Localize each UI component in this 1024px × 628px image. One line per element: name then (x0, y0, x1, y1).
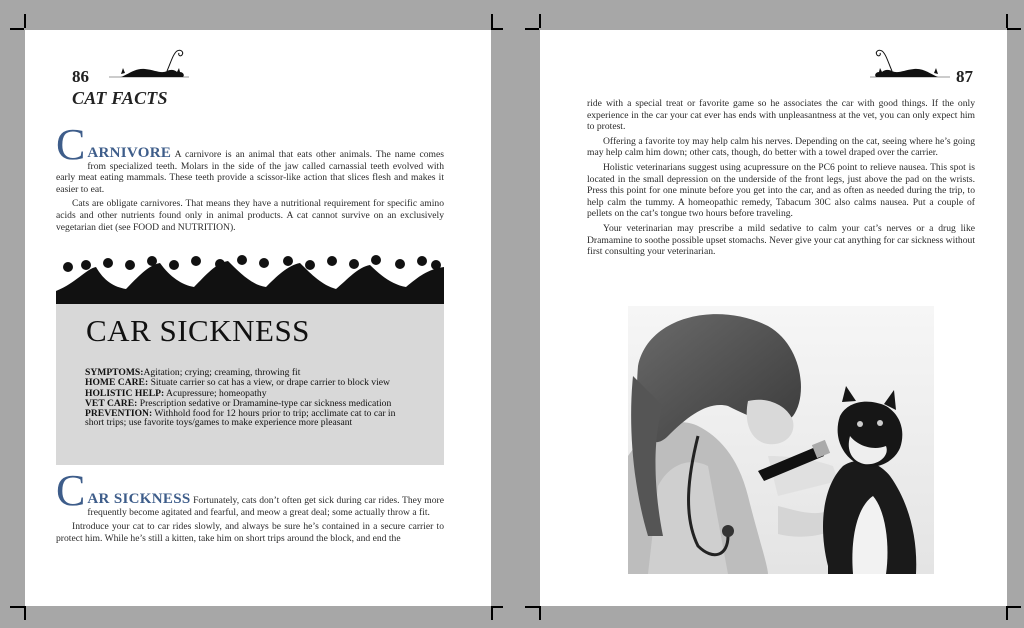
dropcap: C (56, 466, 86, 515)
running-head: CAT FACTS (72, 88, 168, 108)
crop-mark (539, 14, 541, 28)
sidebar-list (85, 368, 405, 429)
car-sickness-sidebar (56, 251, 444, 465)
crop-mark (525, 28, 539, 30)
page-number-right: 87 (956, 67, 973, 86)
body-paragraph: ride with a special treat or favorite game so he associates the car with good things. If the only experience in the car your cat ever has ends with unpleasantness at the vet, you can only expect him to protest. (587, 98, 975, 133)
vet-examining-cat-photo (628, 306, 934, 574)
dropcap: C (56, 120, 86, 169)
crop-mark (491, 28, 503, 30)
carnivore-section (56, 120, 444, 236)
crop-mark (10, 28, 24, 30)
sidebar-item-label: HOME CARE: (85, 377, 149, 389)
cat-ornament-icon (866, 44, 958, 80)
crop-mark (10, 606, 24, 608)
crop-mark (491, 14, 493, 28)
sidebar-item-text: Acupressure; homeopathy (166, 387, 267, 399)
section-heading-carnivore: ARNIVORE (87, 145, 172, 161)
sidebar-item (85, 399, 405, 408)
sidebar-title: CAR SICKNESS (86, 313, 310, 348)
crop-mark (1007, 606, 1021, 608)
car-sickness-paragraph-2: Introduce your cat to car rides slowly, and always be sure he’s contained in a secure carrier to protect him. While he’s still a kitten, take him on short trips around the block, and end the (56, 521, 444, 544)
crop-mark (491, 606, 493, 620)
section-heading-car-sickness: AR SICKNESS (87, 491, 191, 507)
body-paragraph: Holistic veterinarians suggest using acupressure on the PC6 point to relieve nausea. This spot is located in the small depression on the underside of the front legs, just above the pad on the wrists. Press this point for one minute before you get into the car, and as often as needed during the trip, to help calm the tummy. A homeopathic remedy, Tabacum 30C also calms nausea. Put a couple of pellets on the cat’s tongue two hours before traveling. (587, 161, 975, 220)
crop-mark (1006, 606, 1008, 620)
body-paragraph: Your veterinarian may prescribe a mild sedative to calm your cat’s nerves or a drug like Dramamine to soothe possible upset stomachs. Never give your cat anything for car sickness without first consulting your veterinarian. (587, 222, 975, 258)
sidebar-item-text: Agitation; crying; creaming, throwing fit (143, 367, 301, 378)
car-sickness-paragraph-1: Fortunately, cats don’t often get sick during car rides. They more frequently become agitated and fearful, and meow a great deal; some actually throw a fit. (87, 495, 444, 518)
crop-mark (24, 606, 26, 620)
sidebar-item-text: Withhold food for 12 hours prior to trip; acclimate cat to car in short trips; use favorite toys/games to make experience more pleasant (85, 408, 396, 429)
crop-mark (24, 14, 26, 28)
right-page (540, 30, 1007, 606)
body-paragraph: Offering a favorite toy may help calm his nerves. Depending on the cat, seeing where he’s going may help calm him down; other cats, though, do better with a towel draped over the carrier. (587, 135, 975, 159)
right-page-body (587, 98, 975, 261)
crop-mark (1006, 14, 1008, 28)
sidebar-item (85, 389, 405, 398)
sidebar-item-text: Situate carrier so cat has a view, or drape carrier to block view (150, 377, 390, 389)
cat-ornament-icon (101, 44, 193, 80)
page-number-left: 86 (72, 67, 89, 86)
crop-mark (525, 606, 539, 608)
sidebar-item-text: Prescription sedative or Dramamine-type car sickness medication (139, 397, 392, 409)
sidebar-item-label: HOLISTIC HELP: (85, 387, 165, 399)
carnivore-paragraph-2: Cats are obligate carnivores. That means they have a nutritional requirement for specific amino acids and other nutrients found only in animal products. A cat cannot survive on an exclusively vegetarian diet (see FOOD and NUTRITION). (56, 198, 444, 233)
car-sickness-section (56, 466, 444, 547)
sidebar-item (85, 368, 405, 377)
sidebar-item (85, 409, 405, 428)
sidebar-item-label: VET CARE: (85, 397, 138, 409)
carnivore-paragraph-1: A carnivore is an animal that eats other animals. The name comes from specialized teeth. Molars in the side of the jaw called carnassial teeth evolved with early meat eating mammals. These teeth provide a scissor-like action that slices flesh and makes it easier to eat. (56, 149, 444, 195)
sidebar-item-label: SYMPTOMS: (85, 367, 144, 378)
sidebar-item-label: PREVENTION: (85, 408, 153, 420)
sidebar-item (85, 378, 405, 387)
crop-mark (1007, 28, 1021, 30)
left-page (25, 30, 491, 606)
crop-mark (491, 606, 503, 608)
cat-silhouette-banner-icon (56, 251, 444, 304)
crop-mark (539, 606, 541, 620)
